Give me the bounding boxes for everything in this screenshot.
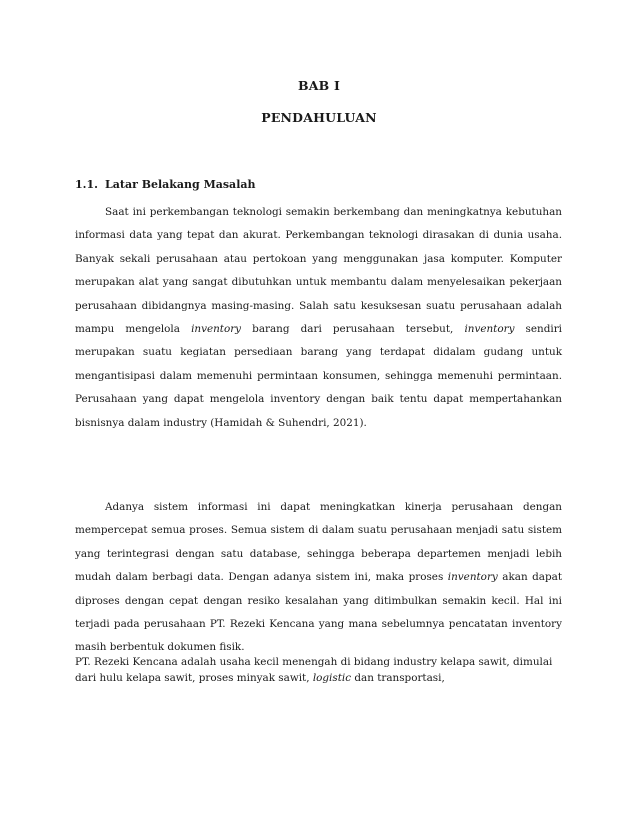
paragraph-background bbox=[75, 201, 562, 435]
section-heading bbox=[75, 178, 256, 191]
section-number: 1.1. bbox=[75, 178, 98, 191]
chapter-number: BAB I bbox=[297, 78, 341, 93]
text-run: akan dapat diproses dengan cepat dengan resiko kesalahan yang ditimbulkan semakin kecil. Hal ini terjadi pada perusahaan PT. Rezeki Kencana yang mana sebelumnya pencatatan inventory masih berbentuk dokumen fisik. bbox=[75, 571, 562, 654]
italic-term: logistic bbox=[312, 672, 352, 684]
paragraph-information-system bbox=[75, 496, 562, 660]
paragraph-company bbox=[75, 654, 562, 686]
text-run: Saat ini perkembangan teknologi semakin berkembang dan meningkatnya kebutuhan informasi data yang tepat dan akurat. Perkembangan teknologi dirasakan di dunia usaha. Banyak sekali perusahaan atau pertokoan yang menggunakan jasa komputer. Komputer merupakan alat yang sangat dibutuhkan untuk membantu dalam menyelesaikan pekerjaan perusahaan dibidangnya masing-masing. Salah satu kesuksesan suatu perusahaan adalah mampu mengelola bbox=[75, 206, 562, 336]
text-run: dan transportasi, bbox=[351, 672, 445, 684]
text-run: PT. Rezeki Kencana adalah usaha kecil menengah di bidang industry kelapa sawit, dimulai dari hulu kelapa sawit, proses minyak sawit, bbox=[75, 656, 553, 684]
text-run: barang dari perusahaan tersebut, bbox=[241, 323, 465, 336]
italic-term: inventory bbox=[447, 571, 498, 584]
section-title: Latar Belakang Masalah bbox=[105, 178, 256, 191]
text-run: sendiri merupakan suatu kegiatan persediaan barang yang terdapat didalam gudang untuk mengantisipasi dalam memenuhi permintaan konsumen, sehingga memenuhi permintaan. Perusahaan yang dapat mengelola inventory dengan baik tentu dapat mempertahankan bisnisnya dalam industry (Hamidah & Suhendri, 2021). bbox=[75, 323, 562, 429]
italic-term: inventory bbox=[191, 323, 242, 336]
text-run: Adanya sistem informasi ini dapat meningkatkan kinerja perusahaan dengan mempercepat semua proses. Semua sistem di dalam suatu perusahaan menjadi satu sistem yang terintegrasi dengan satu database, sehingga beberapa departemen menjadi lebih mudah dalam berbagi data. Dengan adanya sistem ini, maka proses bbox=[75, 501, 562, 584]
italic-term: inventory bbox=[464, 323, 515, 336]
chapter-title: PENDAHULUAN bbox=[261, 110, 377, 125]
